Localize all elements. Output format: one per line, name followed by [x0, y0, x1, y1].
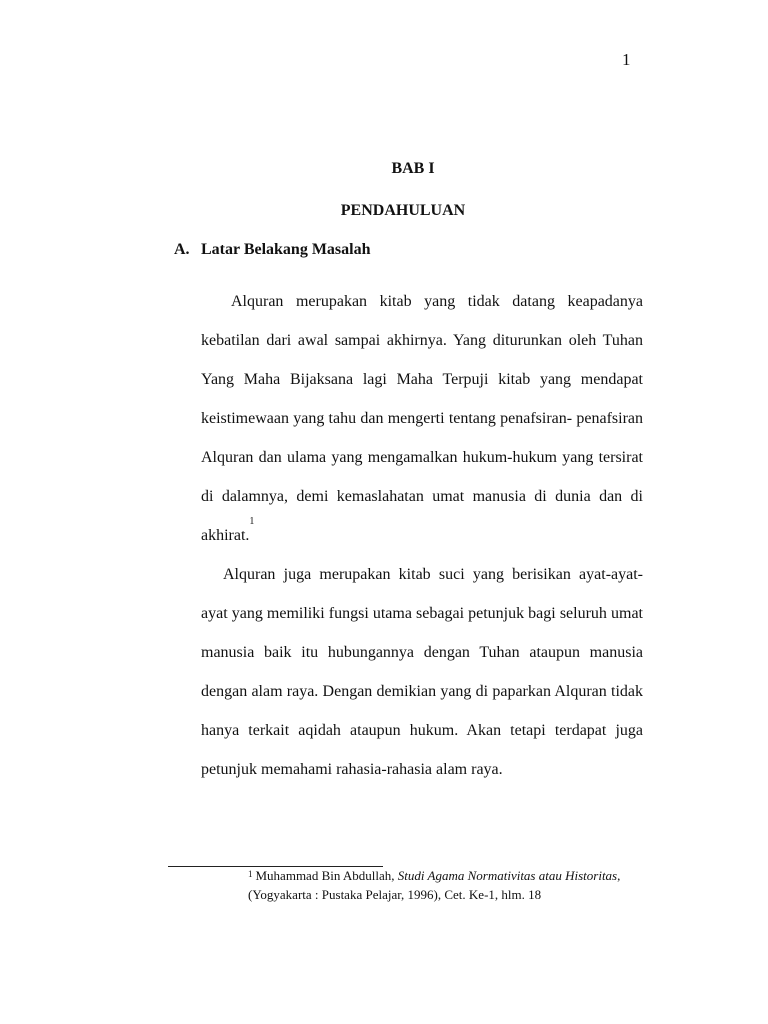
footnote-line [168, 866, 648, 904]
body-paragraph-1 [201, 282, 643, 555]
section-title: Latar Belakang Masalah [201, 241, 371, 258]
section-marker: A. [174, 241, 190, 258]
chapter-title: BAB I [391, 160, 435, 177]
footnote-title: Studi Agama Normativitas atau Historitas [397, 868, 618, 883]
footnote-details: , (Yogyakarta : Pustaka Pelajar, 1996), Cet. Ke-1, hlm. 18 [248, 868, 621, 902]
footnote-author: Muhammad Bin Abdullah, [255, 868, 395, 883]
paragraph-text: Alquran juga merupakan kitab suci yang berisikan ayat-ayat- ayat yang memiliki fungsi utama sebagai petunjuk bagi seluruh umat manusia baik itu hubungannya dengan Tuhan ataupun manusia dengan alam raya. Dengan demikian yang di paparkan Alquran tidak hanya terkait aqidah ataupun hukum. Akan tetapi terdapat juga petunjuk memahami rahasia-rahasia alam raya. [201, 566, 643, 778]
footnote-1 [168, 866, 648, 904]
chapter-subtitle: PENDAHULUAN [340, 202, 466, 219]
page-number: 1 [622, 50, 631, 69]
section-heading [174, 241, 371, 259]
footnote-reference: 1 [249, 516, 255, 527]
paragraph-text: Alquran merupakan kitab yang tidak datang keapadanya kebatilan dari awal sampai akhirnya. Yang diturunkan oleh Tuhan Yang Maha Bijaksana lagi Maha Terpuji kitab yang mendapat keistimewaan yang tahu dan mengerti tentang penafsiran- penafsiran Alquran dan ulama yang mengamalkan hukum-hukum yang tersirat di dalamnya, demi kemaslahatan umat manusia di dunia dan di akhirat. [201, 293, 643, 544]
body-paragraph-2 [201, 555, 643, 789]
footnote-number: 1 [248, 869, 253, 879]
